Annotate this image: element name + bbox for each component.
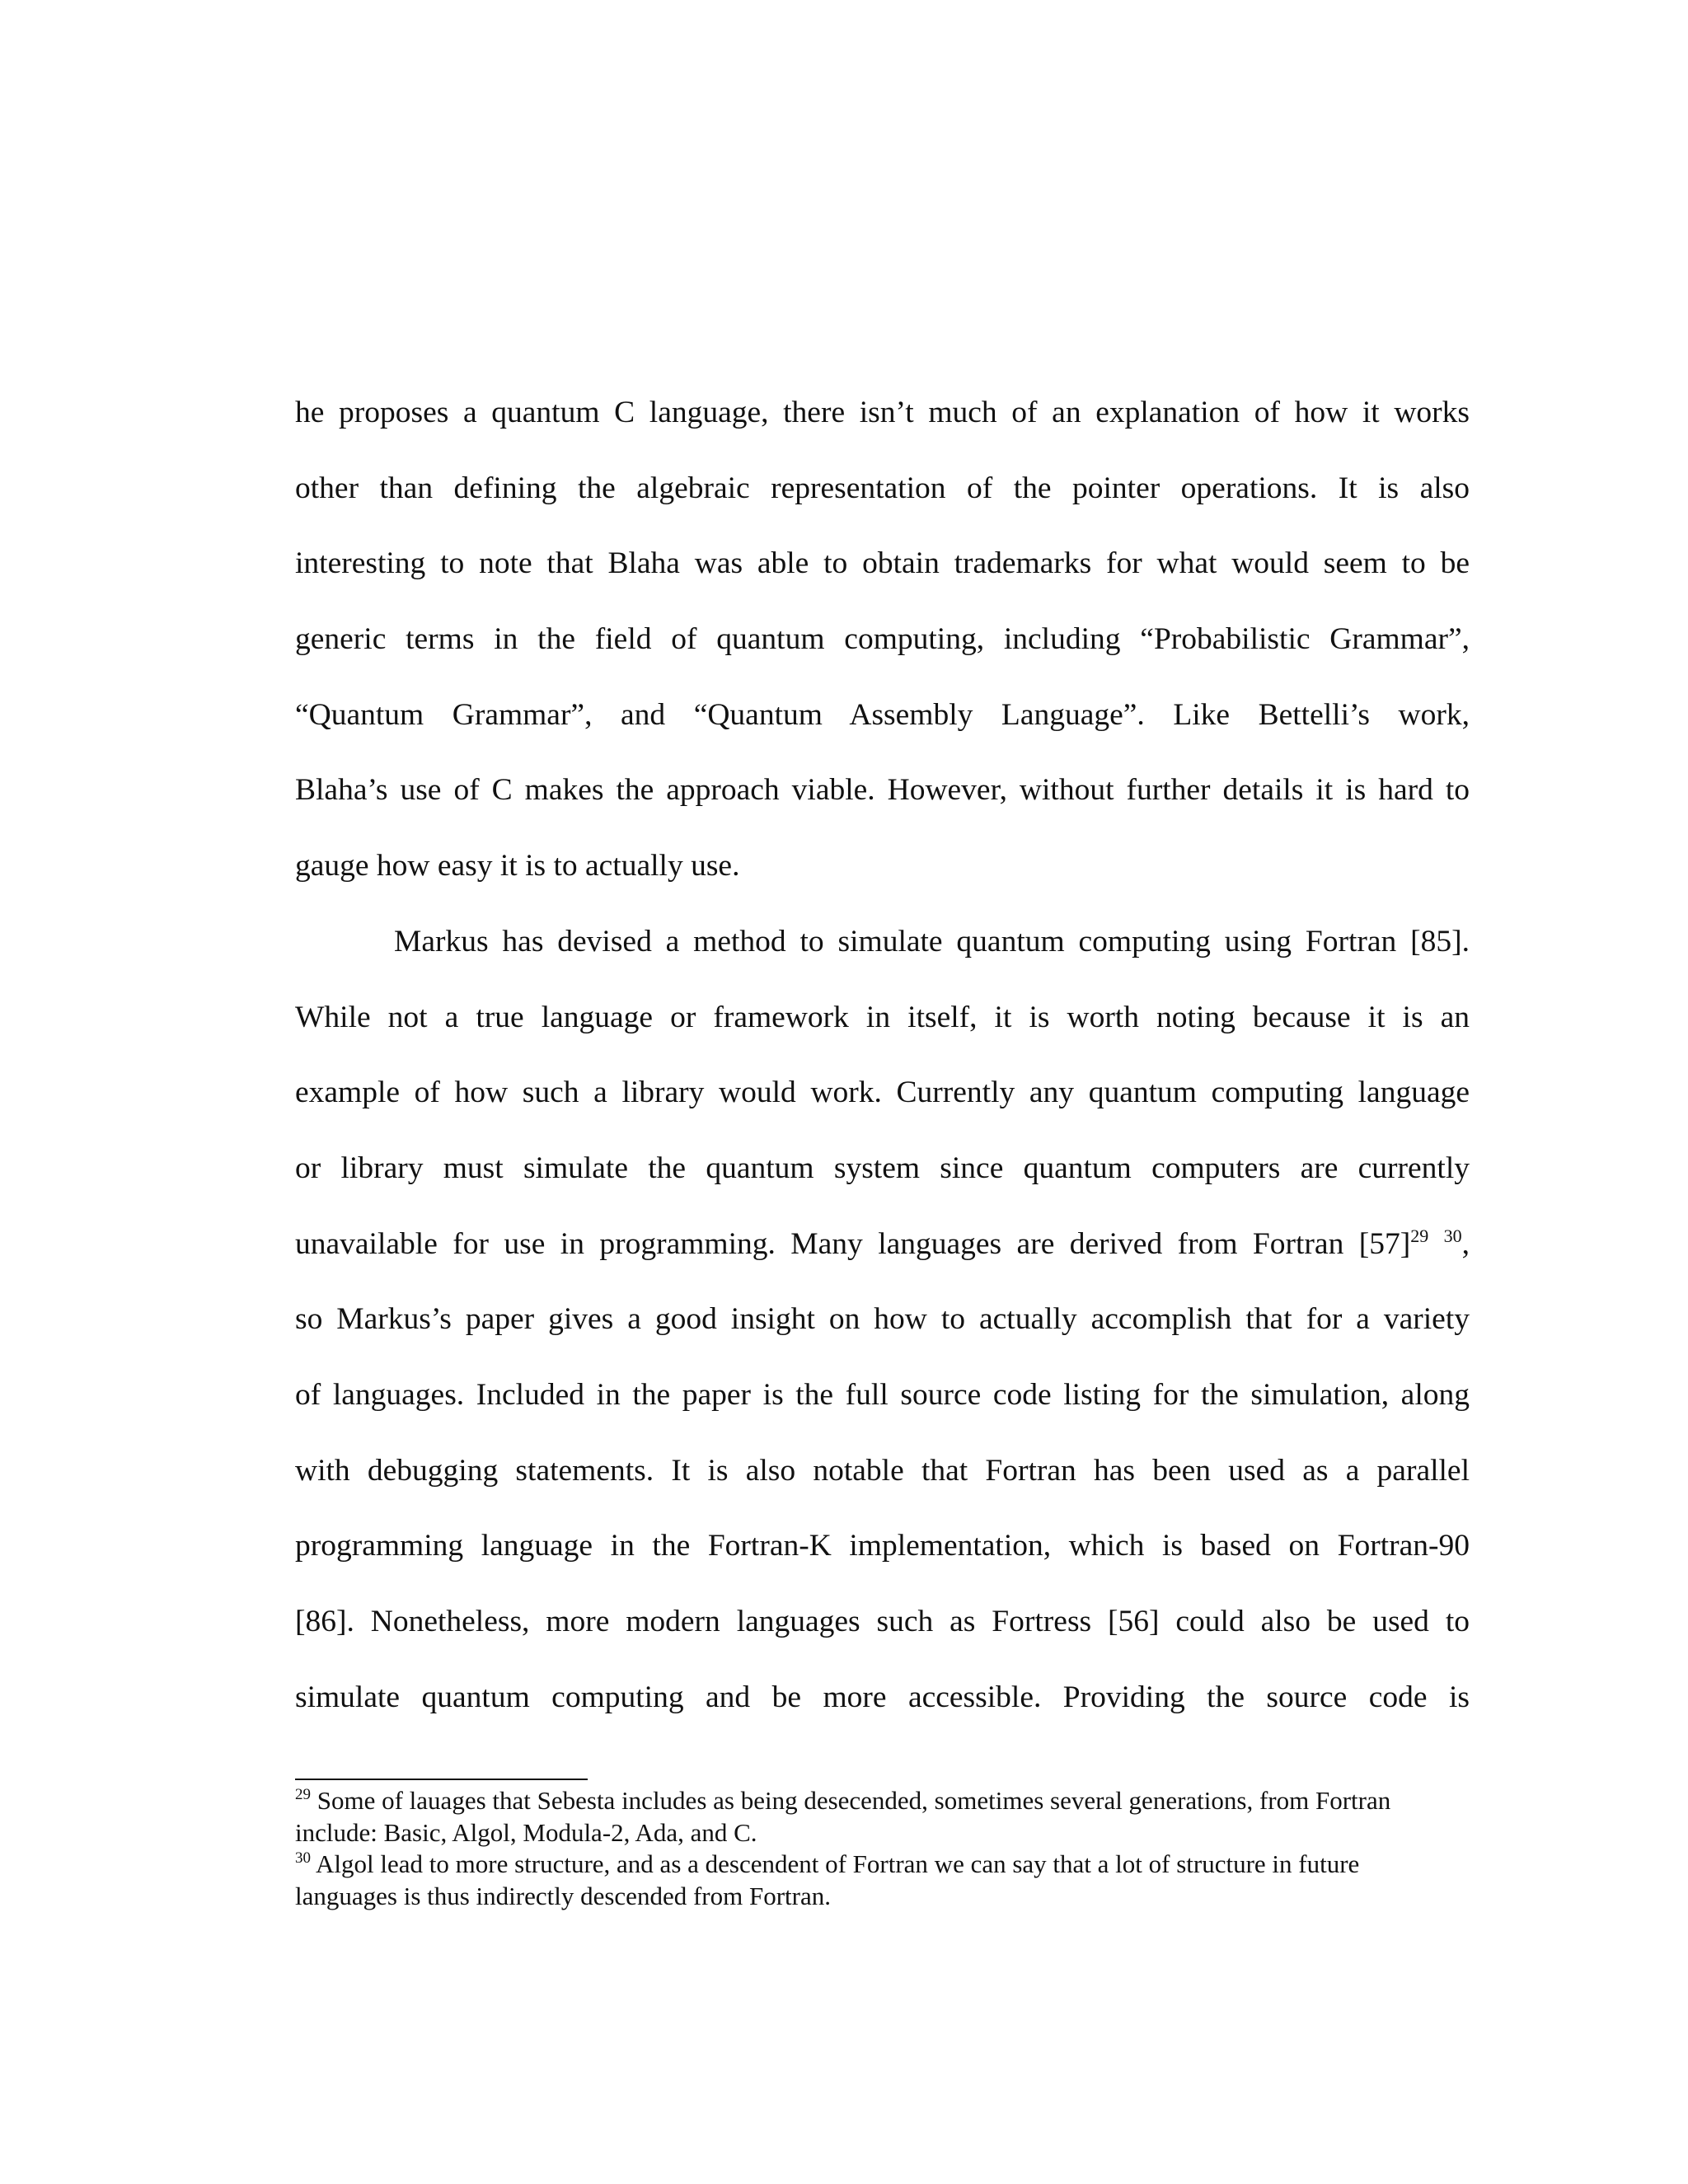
footnote-30-continuation: languages is thus indirectly descended from Fortran. <box>295 1881 831 1910</box>
paragraph-first-line: Markus has devised a method to simulate quantum computing using Fortran [85]. <box>394 924 1470 958</box>
footnote-reference-30: 30 <box>1443 1225 1462 1246</box>
body-line: [86]. Nonetheless, more modern languages such as Fortress [56] could also be used to <box>295 1605 1470 1638</box>
body-line: other than defining the algebraic representation of the pointer operations. It is also <box>295 471 1470 505</box>
body-text <box>295 391 1470 1750</box>
footnote-30 <box>295 1849 1470 1881</box>
footnote-29-continuation: include: Basic, Algol, Modula-2, Ada, and C. <box>295 1817 757 1847</box>
body-line: “Quantum Grammar”, and “Quantum Assembly Language”. Like Bettelli’s work, <box>295 697 1470 732</box>
body-line: so Markus’s paper gives a good insight on how to actually accomplish that for a variety <box>295 1302 1470 1337</box>
body-line: interesting to note that Blaha was able to obtain trademarks for what would seem to be <box>295 546 1470 581</box>
footnote-separator <box>295 1779 588 1780</box>
body-line-text: unavailable for use in programming. Many languages are derived from Fortran [57] <box>295 1226 1411 1261</box>
body-line: simulate quantum computing and be more accessible. Providing the source code is <box>295 1680 1470 1714</box>
body-line: of languages. Included in the paper is the full source code listing for the simulation, along <box>295 1377 1470 1412</box>
body-line: he proposes a quantum C language, there isn’t much of an explanation of how it works <box>295 396 1470 429</box>
body-line-with-footnote-refs <box>295 1222 1470 1298</box>
body-line: While not a true language or framework in itself, it is worth noting because it is an <box>295 1000 1470 1034</box>
footnotes <box>295 1785 1470 1912</box>
body-line: gauge how easy it is to actually use. <box>295 849 740 883</box>
footnote-reference-29: 29 <box>1410 1225 1429 1246</box>
footnote-29 <box>295 1785 1470 1817</box>
body-line: programming language in the Fortran-K implementation, which is based on Fortran-90 <box>295 1529 1470 1563</box>
body-line: or library must simulate the quantum system since quantum computers are currently <box>295 1151 1470 1185</box>
footnote-mark: 30 <box>295 1849 311 1867</box>
body-line: generic terms in the field of quantum computing, including “Probabilistic Grammar”, <box>295 622 1470 657</box>
footnote-text: Some of lauages that Sebesta includes as being desecended, sometimes several generations, from Fortran <box>311 1786 1391 1815</box>
body-line: Blaha’s use of C makes the approach viable. However, without further details it is hard to <box>295 773 1470 808</box>
body-line: example of how such a library would work. Currently any quantum computing language <box>295 1076 1470 1110</box>
body-line-trailing-punctuation: , <box>1461 1226 1470 1261</box>
footnote-text: Algol lead to more structure, and as a descendent of Fortran we can say that a lot of structure in future <box>311 1849 1360 1878</box>
footnote-mark: 29 <box>295 1786 311 1803</box>
body-line: with debugging statements. It is also notable that Fortran has been used as a parallel <box>295 1453 1470 1488</box>
